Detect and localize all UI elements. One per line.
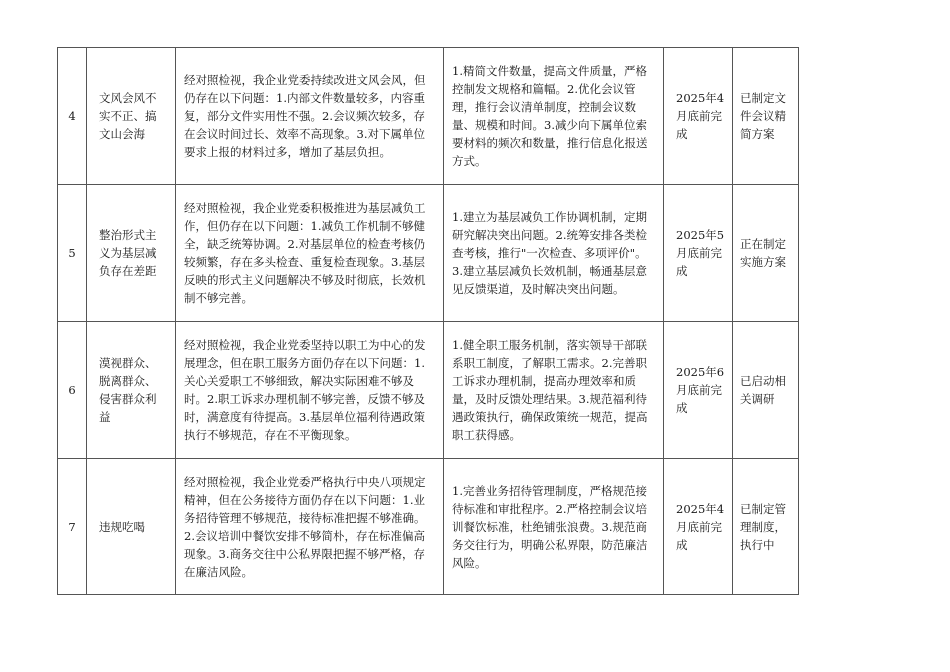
table-row bbox=[58, 322, 799, 459]
row-number: 6 bbox=[58, 322, 87, 459]
row-number: 4 bbox=[58, 48, 87, 185]
rectification-measures: 1.精简文件数量，提高文件质量，严格控制发文规格和篇幅。2.优化会议管理，推行会议清单制度，控制会议数量、规模和时间。3.减少向下属单位索要材料的频次和数量，推行信息化报送方式。 bbox=[444, 48, 664, 185]
rectification-table bbox=[57, 47, 799, 595]
problem-description: 经对照检视，我企业党委积极推进为基层减负工作，但仍存在以下问题：1.减负工作机制不够健全，缺乏统筹协调。2.对基层单位的检查考核仍较频繁，存在多头检查、重复检查现象。3.基层反映的形式主义问题解决不够及时彻底，长效机制不够完善。 bbox=[176, 185, 444, 322]
rectification-measures: 1.健全职工服务机制，落实领导干部联系职工制度，了解职工需求。2.完善职工诉求办理机制，提高办理效率和质量，及时反馈处理结果。3.规范福利待遇政策执行，确保政策统一规范，提高职工获得感。 bbox=[444, 322, 664, 459]
progress-status: 正在制定实施方案 bbox=[733, 185, 799, 322]
issue-title: 违规吃喝 bbox=[87, 459, 176, 595]
table-row bbox=[58, 48, 799, 185]
table-row bbox=[58, 185, 799, 322]
problem-description: 经对照检视，我企业党委持续改进文风会风，但仍存在以下问题：1.内部文件数量较多，内容重复，部分文件实用性不强。2.会议频次较多，存在会议时间过长、效率不高现象。3.对下属单位要求上报的材料过多，增加了基层负担。 bbox=[176, 48, 444, 185]
rectification-measures: 1.建立为基层减负工作协调机制，定期研究解决突出问题。2.统筹安排各类检查考核，推行"一次检查、多项评价"。3.建立基层减负长效机制，畅通基层意见反馈渠道，及时解决突出问题。 bbox=[444, 185, 664, 322]
issue-title: 文风会风不实不正、搞文山会海 bbox=[87, 48, 176, 185]
row-number: 7 bbox=[58, 459, 87, 595]
issue-title: 整治形式主义为基层减负存在差距 bbox=[87, 185, 176, 322]
row-number: 5 bbox=[58, 185, 87, 322]
progress-status: 已制定管理制度，执行中 bbox=[733, 459, 799, 595]
rectification-measures: 1.完善业务招待管理制度，严格规范接待标准和审批程序。2.严格控制会议培训餐饮标准，杜绝铺张浪费。3.规范商务交往行为，明确公私界限，防范廉洁风险。 bbox=[444, 459, 664, 595]
deadline: 2025年4月底前完成 bbox=[664, 459, 733, 595]
problem-description: 经对照检视，我企业党委严格执行中央八项规定精神，但在公务接待方面仍存在以下问题：1.业务招待管理不够规范，接待标准把握不够准确。2.会议培训中餐饮安排不够简朴，存在标准偏高现象。3.商务交往中公私界限把握不够严格，存在廉洁风险。 bbox=[176, 459, 444, 595]
progress-status: 已启动相关调研 bbox=[733, 322, 799, 459]
deadline: 2025年4月底前完成 bbox=[664, 48, 733, 185]
progress-status: 已制定文件会议精简方案 bbox=[733, 48, 799, 185]
deadline: 2025年5月底前完成 bbox=[664, 185, 733, 322]
problem-description: 经对照检视，我企业党委坚持以职工为中心的发展理念，但在职工服务方面仍存在以下问题：1.关心关爱职工不够细致，解决实际困难不够及时。2.职工诉求办理机制不够完善，反馈不够及时，满意度有待提高。3.基层单位福利待遇政策执行不够规范，存在不平衡现象。 bbox=[176, 322, 444, 459]
issue-title: 漠视群众、脱离群众、侵害群众利益 bbox=[87, 322, 176, 459]
table-row bbox=[58, 459, 799, 595]
deadline: 2025年6月底前完成 bbox=[664, 322, 733, 459]
